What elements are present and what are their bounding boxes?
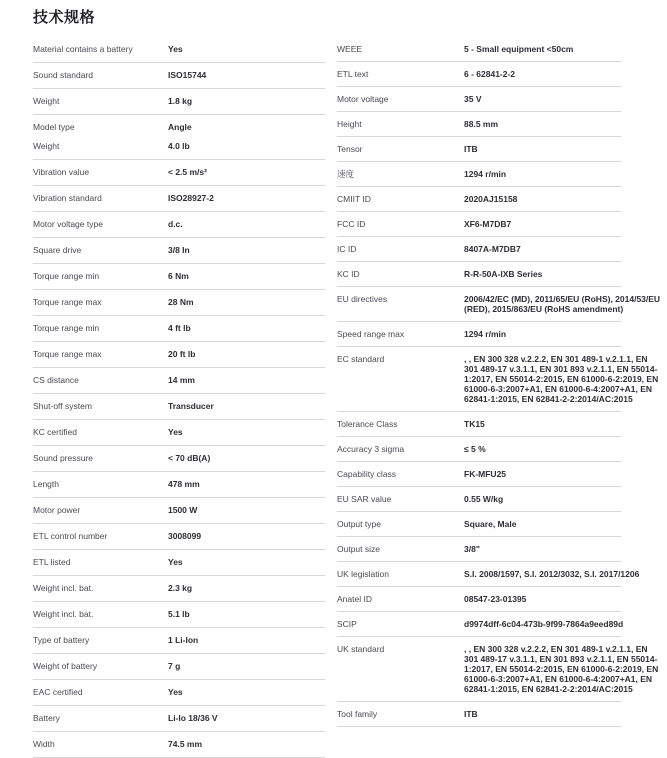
spec-pair bbox=[33, 427, 325, 438]
spec-value: ISO28927-2 bbox=[168, 193, 214, 203]
spec-value: Li-Io 18/36 V bbox=[168, 713, 218, 723]
spec-label: Weight bbox=[33, 141, 60, 151]
spec-row bbox=[33, 115, 325, 160]
spec-pair bbox=[33, 297, 325, 308]
spec-label: WEEE bbox=[337, 44, 363, 54]
spec-value: 1294 r/min bbox=[464, 169, 507, 179]
spec-pair bbox=[337, 94, 621, 104]
spec-pair bbox=[33, 70, 325, 81]
spec-pair bbox=[337, 194, 621, 204]
spec-pair bbox=[33, 609, 325, 620]
spec-value: 6 Nm bbox=[168, 271, 189, 281]
spec-pair bbox=[33, 122, 325, 133]
spec-pair bbox=[337, 244, 621, 254]
spec-row bbox=[33, 89, 325, 115]
spec-label: Model type bbox=[33, 122, 75, 132]
spec-value: Yes bbox=[168, 687, 183, 697]
spec-value: ISO15744 bbox=[168, 70, 207, 80]
spec-value: TK15 bbox=[464, 419, 485, 429]
spec-value: 08547-23-01395 bbox=[464, 594, 527, 604]
spec-value: 7 g bbox=[168, 661, 181, 671]
spec-pair bbox=[337, 329, 621, 339]
spec-pair bbox=[33, 583, 325, 594]
spec-value: XF6-M7DB7 bbox=[464, 219, 512, 229]
spec-label: UK standard bbox=[337, 644, 385, 654]
spec-value: 2006/42/EC (MD), 2011/65/EU (RoHS), 2014/53/EU (RED), 2015/863/EU (RoHS amendment) bbox=[464, 294, 661, 314]
spec-row bbox=[337, 347, 659, 412]
spec-label: Vibration value bbox=[33, 167, 90, 177]
spec-row bbox=[337, 62, 621, 87]
spec-pair bbox=[337, 709, 621, 719]
spec-value: 4 ft lb bbox=[168, 323, 191, 333]
spec-row bbox=[33, 576, 325, 602]
spec-pair bbox=[33, 557, 325, 568]
spec-label: Motor power bbox=[33, 505, 81, 515]
spec-label: Length bbox=[33, 479, 59, 489]
spec-column-right bbox=[337, 37, 661, 727]
spec-row bbox=[337, 262, 621, 287]
spec-row bbox=[33, 602, 325, 628]
spec-value: ITB bbox=[464, 144, 478, 154]
spec-row bbox=[33, 524, 325, 550]
spec-pair bbox=[33, 505, 325, 516]
spec-value: < 70 dB(A) bbox=[168, 453, 211, 463]
spec-label: Tolerance Class bbox=[337, 419, 398, 429]
spec-value: , , EN 300 328 v.2.2.2, EN 301 489-1 v.2.1.1, EN 301 489-17 v.3.1.1, EN 301 893 v.2.1.1, EN 55014-1:2017, EN 55014-2:2015, EN 61000-6-2:2019, EN 61000-6-3:2007+A1, EN 61000-6-4:2007+A1, EN 62841-1:2015, EN 62841-2-2:2014/AC:2015 bbox=[464, 644, 659, 694]
spec-row bbox=[337, 37, 621, 62]
spec-pair bbox=[33, 141, 325, 152]
spec-value: Angle bbox=[168, 122, 192, 132]
spec-row bbox=[33, 628, 325, 654]
spec-label: FCC ID bbox=[337, 219, 366, 229]
spec-row bbox=[33, 63, 325, 89]
spec-row bbox=[337, 237, 621, 262]
spec-row bbox=[337, 162, 621, 187]
spec-pair bbox=[337, 144, 621, 154]
spec-pair bbox=[337, 44, 621, 54]
spec-label: 速度 bbox=[337, 169, 355, 179]
spec-row bbox=[337, 87, 621, 112]
spec-pair bbox=[337, 294, 661, 314]
spec-label: UK legislation bbox=[337, 569, 389, 579]
spec-label: Torque range min bbox=[33, 323, 100, 333]
spec-pair bbox=[337, 419, 621, 429]
spec-value: FK-MFU25 bbox=[464, 469, 507, 479]
spec-row bbox=[337, 412, 621, 437]
spec-value: , , EN 300 328 v.2.2.2, EN 301 489-1 v.2.1.1, EN 301 489-17 v.3.1.1, EN 301 893 v.2.1.1, EN 55014-1:2017, EN 55014-2:2015, EN 61000-6-2:2019, EN 61000-6-3:2007+A1, EN 61000-6-4:2007+A1, EN 62841-1:2015, EN 62841-2-2:2014/AC:2015 bbox=[464, 354, 659, 404]
spec-label: KC certified bbox=[33, 427, 77, 437]
spec-label: Motor voltage bbox=[337, 94, 389, 104]
spec-row bbox=[33, 290, 325, 316]
spec-pair bbox=[337, 169, 621, 179]
spec-value: 5 - Small equipment <50cm bbox=[464, 44, 574, 54]
spec-row bbox=[337, 702, 621, 727]
spec-label: IC ID bbox=[337, 244, 357, 254]
spec-pair bbox=[33, 245, 325, 256]
spec-pair bbox=[33, 44, 325, 55]
spec-row bbox=[33, 654, 325, 680]
spec-value: 20 ft lb bbox=[168, 349, 196, 359]
spec-column-left bbox=[33, 37, 325, 758]
spec-value: 1 Li-Ion bbox=[168, 635, 199, 645]
spec-value: 35 V bbox=[464, 94, 482, 104]
spec-value: 4.0 lb bbox=[168, 141, 190, 151]
spec-row bbox=[33, 446, 325, 472]
spec-value: R-R-50A-IXB Series bbox=[464, 269, 543, 279]
spec-value: 2020AJ15158 bbox=[464, 194, 518, 204]
spec-pair bbox=[33, 531, 325, 542]
spec-label: Motor voltage type bbox=[33, 219, 103, 229]
spec-value: 1.8 kg bbox=[168, 96, 193, 106]
spec-value: 0.55 W/kg bbox=[464, 494, 504, 504]
spec-label: Weight bbox=[33, 96, 60, 106]
spec-pair bbox=[337, 619, 624, 629]
spec-label: Width bbox=[33, 739, 55, 749]
spec-row bbox=[337, 537, 621, 562]
spec-pair bbox=[33, 271, 325, 282]
spec-row bbox=[33, 732, 325, 758]
spec-pair bbox=[33, 479, 325, 490]
spec-label: ETL text bbox=[337, 69, 369, 79]
spec-row bbox=[33, 550, 325, 576]
spec-row bbox=[337, 322, 621, 347]
spec-label: Anatel ID bbox=[337, 594, 372, 604]
spec-row bbox=[33, 316, 325, 342]
spec-value: < 2.5 m/s² bbox=[168, 167, 207, 177]
spec-label: Tensor bbox=[337, 144, 363, 154]
spec-pair bbox=[33, 375, 325, 386]
spec-pair bbox=[337, 69, 621, 79]
spec-pair bbox=[33, 713, 325, 724]
spec-row bbox=[33, 238, 325, 264]
spec-label: Output type bbox=[337, 519, 381, 529]
spec-value: Yes bbox=[168, 557, 183, 567]
spec-pair bbox=[33, 219, 325, 230]
spec-pair bbox=[337, 594, 621, 604]
spec-row bbox=[337, 462, 621, 487]
spec-value: 14 mm bbox=[168, 375, 195, 385]
spec-value: 1500 W bbox=[168, 505, 198, 515]
spec-label: Battery bbox=[33, 713, 60, 723]
spec-pair bbox=[33, 96, 325, 107]
spec-pair bbox=[33, 453, 325, 464]
spec-row bbox=[337, 562, 640, 587]
spec-value: ≤ 5 % bbox=[464, 444, 486, 454]
spec-value: 5.1 lb bbox=[168, 609, 190, 619]
spec-row bbox=[33, 212, 325, 238]
spec-pair bbox=[33, 687, 325, 698]
spec-value: d9974dff-6c04-473b-9f99-7864a9eed89d bbox=[464, 619, 624, 629]
spec-label: Tool family bbox=[337, 709, 378, 719]
spec-label: EU directives bbox=[337, 294, 388, 304]
spec-row bbox=[337, 512, 621, 537]
spec-pair bbox=[337, 644, 659, 694]
spec-pair bbox=[33, 167, 325, 178]
page-title: 技术规格 bbox=[33, 9, 96, 26]
spec-label: Type of battery bbox=[33, 635, 90, 645]
spec-row bbox=[33, 342, 325, 368]
spec-pair bbox=[337, 469, 621, 479]
spec-pair bbox=[337, 354, 659, 404]
spec-row bbox=[33, 186, 325, 212]
spec-label: KC ID bbox=[337, 269, 360, 279]
spec-pair bbox=[337, 444, 621, 454]
spec-label: Output size bbox=[337, 544, 380, 554]
spec-label: SCIP bbox=[337, 619, 357, 629]
spec-pair bbox=[33, 401, 325, 412]
spec-value: 3/8 In bbox=[168, 245, 190, 255]
spec-pair bbox=[337, 569, 640, 579]
spec-value: 88.5 mm bbox=[464, 119, 499, 129]
spec-value: S.I. 2008/1597, S.I. 2012/3032, S.I. 2017/1206 bbox=[464, 569, 640, 579]
spec-label: Shut-off system bbox=[33, 401, 92, 411]
spec-label: Weight incl. bat. bbox=[33, 609, 94, 619]
spec-value: 28 Nm bbox=[168, 297, 194, 307]
spec-value: 74.5 mm bbox=[168, 739, 203, 749]
spec-label: EU SAR value bbox=[337, 494, 392, 504]
spec-label: Weight incl. bat. bbox=[33, 583, 94, 593]
spec-pair bbox=[33, 349, 325, 360]
spec-label: Capability class bbox=[337, 469, 397, 479]
spec-pair bbox=[33, 739, 325, 750]
spec-row bbox=[33, 498, 325, 524]
spec-pair bbox=[337, 519, 621, 529]
spec-pair bbox=[337, 119, 621, 129]
spec-label: Weight of battery bbox=[33, 661, 98, 671]
spec-row bbox=[337, 212, 621, 237]
spec-pair bbox=[337, 544, 621, 554]
spec-value: d.c. bbox=[168, 219, 183, 229]
spec-pair bbox=[337, 219, 621, 229]
spec-row bbox=[33, 368, 325, 394]
spec-value: Transducer bbox=[168, 401, 214, 411]
spec-value: 2.3 kg bbox=[168, 583, 193, 593]
spec-pair bbox=[337, 269, 621, 279]
spec-label: Sound pressure bbox=[33, 453, 94, 463]
spec-row bbox=[337, 112, 621, 137]
spec-value: Yes bbox=[168, 427, 183, 437]
spec-label: ETL listed bbox=[33, 557, 71, 567]
spec-label: Speed range max bbox=[337, 329, 405, 339]
spec-label: Torque range min bbox=[33, 271, 100, 281]
spec-value: ITB bbox=[464, 709, 478, 719]
spec-label: Material contains a battery bbox=[33, 44, 133, 54]
spec-value: Square, Male bbox=[464, 519, 517, 529]
spec-row bbox=[33, 472, 325, 498]
spec-value: 3008099 bbox=[168, 531, 202, 541]
spec-label: EAC certified bbox=[33, 687, 83, 697]
spec-label: Height bbox=[337, 119, 362, 129]
spec-row bbox=[33, 37, 325, 63]
spec-value: 3/8" bbox=[464, 544, 480, 554]
spec-row bbox=[33, 680, 325, 706]
spec-row bbox=[337, 587, 621, 612]
spec-row bbox=[33, 706, 325, 732]
spec-label: CS distance bbox=[33, 375, 79, 385]
spec-value: Yes bbox=[168, 44, 183, 54]
spec-label: EC standard bbox=[337, 354, 385, 364]
spec-pair bbox=[337, 494, 621, 504]
spec-row bbox=[337, 287, 661, 322]
spec-row bbox=[337, 487, 621, 512]
spec-pair bbox=[33, 661, 325, 672]
spec-row bbox=[33, 420, 325, 446]
spec-row bbox=[337, 612, 624, 637]
spec-label: ETL control number bbox=[33, 531, 108, 541]
spec-row bbox=[337, 637, 659, 702]
spec-row bbox=[337, 187, 621, 212]
spec-label: Torque range max bbox=[33, 349, 102, 359]
spec-row bbox=[33, 160, 325, 186]
spec-value: 478 mm bbox=[168, 479, 200, 489]
spec-label: Accuracy 3 sigma bbox=[337, 444, 405, 454]
spec-pair bbox=[33, 635, 325, 646]
spec-row bbox=[337, 137, 621, 162]
spec-row bbox=[337, 437, 621, 462]
spec-table bbox=[33, 37, 667, 758]
spec-value: 1294 r/min bbox=[464, 329, 507, 339]
spec-pair bbox=[33, 323, 325, 334]
spec-row bbox=[33, 264, 325, 290]
spec-label: Vibration standard bbox=[33, 193, 102, 203]
spec-label: Square drive bbox=[33, 245, 82, 255]
spec-row bbox=[33, 394, 325, 420]
spec-label: CMIIT ID bbox=[337, 194, 371, 204]
spec-value: 8407A-M7DB7 bbox=[464, 244, 521, 254]
spec-label: Sound standard bbox=[33, 70, 94, 80]
spec-pair bbox=[33, 193, 325, 204]
spec-value: 6 - 62841-2-2 bbox=[464, 69, 516, 79]
spec-label: Torque range max bbox=[33, 297, 102, 307]
